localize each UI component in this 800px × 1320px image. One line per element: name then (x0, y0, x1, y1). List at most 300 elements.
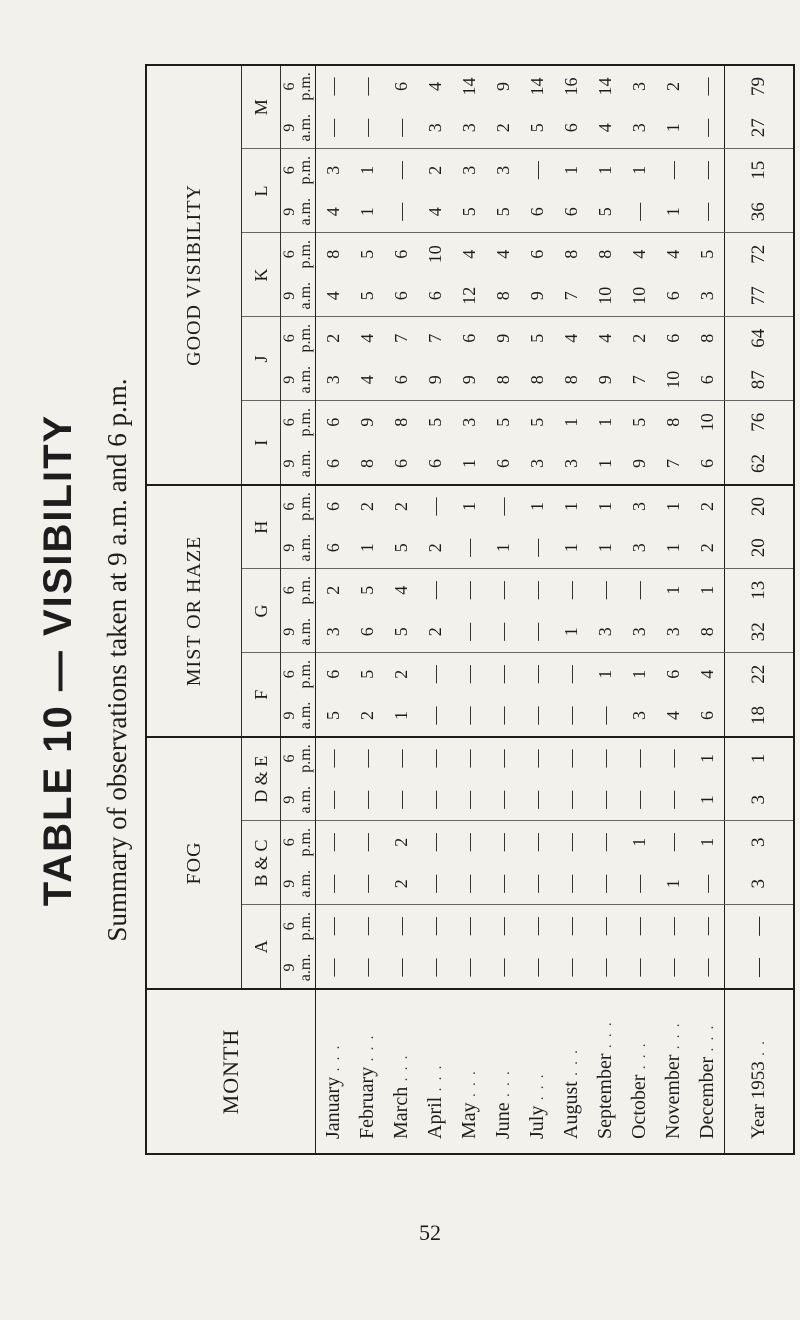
data-cell: — (424, 665, 445, 684)
time-pm-header (281, 317, 316, 359)
data-cell: — (560, 833, 581, 852)
data-cell: — (458, 833, 479, 852)
year-total-cell: 62 (725, 443, 795, 485)
data-cell: 5 (356, 585, 377, 595)
data-cell: — (656, 779, 690, 821)
table-header (146, 65, 316, 1154)
data-cell: — (526, 161, 547, 180)
subgroup-header: L (242, 149, 281, 233)
data-cell: 10 (656, 359, 690, 401)
time-am-header (281, 443, 316, 485)
subgroup-header: A (242, 905, 281, 989)
data-cell: 3 (622, 611, 656, 653)
year-total-cell: 3 (725, 821, 795, 863)
table-row (350, 65, 384, 1154)
data-cell: — (452, 863, 486, 905)
data-cell: — (356, 917, 377, 936)
data-cell: — (594, 749, 615, 768)
data-cell: 4 (588, 107, 622, 149)
year-label-cell (725, 989, 795, 1154)
data-cell: — (492, 833, 513, 852)
time-period: a.m. (297, 785, 314, 814)
data-cell: 3 (520, 443, 554, 485)
data-cell: — (452, 779, 486, 821)
data-cell: 6 (554, 191, 588, 233)
data-cell: — (492, 581, 513, 600)
data-cell: 6 (520, 191, 554, 233)
data-cell: 9 (492, 333, 513, 343)
page-title: TABLE 10 — VISIBILITY (36, 413, 80, 907)
leader-dots: . . . (701, 1023, 717, 1057)
data-cell: — (492, 917, 513, 936)
table-row (316, 65, 351, 1154)
time-period: a.m. (297, 281, 314, 310)
time-hour: 6 (281, 502, 298, 511)
time-period: p.m. (297, 72, 314, 101)
data-cell: 3 (622, 695, 656, 737)
data-cell: 10 (424, 245, 445, 264)
data-cell: 1 (696, 754, 717, 763)
month-label: January (321, 1076, 344, 1139)
leader-dots: . . . (429, 1063, 445, 1097)
data-cell: — (526, 833, 547, 852)
data-cell: 5 (492, 417, 513, 427)
leader-dots: . . . (463, 1069, 479, 1103)
group-header: GOOD VISIBILITY (146, 65, 242, 485)
data-cell: — (458, 665, 479, 684)
table-row (418, 65, 452, 1154)
data-cell: — (492, 497, 513, 516)
data-cell: 3 (316, 611, 351, 653)
data-cell: 2 (662, 81, 683, 91)
year-total-cell: — (725, 947, 795, 989)
data-cell: 2 (322, 333, 343, 343)
table-row (452, 65, 486, 1154)
data-cell: — (696, 917, 717, 936)
time-hour: 6 (281, 334, 298, 343)
data-cell: 1 (696, 585, 717, 595)
time-hour: 6 (281, 418, 298, 427)
leader-dots: . . . (531, 1072, 547, 1106)
month-label-cell (690, 989, 725, 1154)
year-total-cell: 13 (725, 569, 795, 611)
time-hour: 9 (281, 627, 298, 636)
data-cell: 4 (560, 333, 581, 343)
time-period: p.m. (297, 912, 314, 941)
data-cell: 1 (486, 527, 520, 569)
data-cell: 3 (554, 443, 588, 485)
data-cell: 3 (492, 165, 513, 175)
year-total-cell: 22 (725, 653, 795, 695)
data-cell: — (452, 611, 486, 653)
time-pm-header (281, 737, 316, 779)
data-cell: — (526, 917, 547, 936)
data-cell: — (384, 779, 418, 821)
data-cell: — (418, 779, 452, 821)
data-cell: 3 (458, 165, 479, 175)
data-cell: — (520, 779, 554, 821)
data-cell: — (656, 947, 690, 989)
data-cell: 6 (690, 443, 725, 485)
data-cell: 6 (316, 527, 351, 569)
data-cell: 1 (554, 527, 588, 569)
data-cell: 12 (452, 275, 486, 317)
data-cell: 6 (390, 81, 411, 91)
time-pm-header (281, 905, 316, 947)
data-cell: 5 (696, 249, 717, 259)
data-cell: 10 (622, 275, 656, 317)
month-label: October (627, 1074, 650, 1139)
subgroup-header: I (242, 401, 281, 485)
time-hour: 6 (281, 838, 298, 847)
data-cell: — (588, 947, 622, 989)
time-period: p.m. (297, 828, 314, 857)
data-cell: 8 (594, 249, 615, 259)
subgroup-header: K (242, 233, 281, 317)
month-header: MONTH (146, 989, 316, 1154)
year-total-cell: 64 (725, 317, 795, 359)
year-total-cell: 77 (725, 275, 795, 317)
month-label: June (491, 1102, 514, 1139)
data-cell: — (690, 107, 725, 149)
data-cell: 6 (526, 249, 547, 259)
time-hour: 9 (281, 963, 298, 972)
data-cell: 1 (594, 501, 615, 511)
year-total-cell: 72 (725, 233, 795, 275)
leader-dots: . . . (667, 1021, 683, 1055)
data-cell: — (696, 161, 717, 180)
data-cell: 1 (656, 863, 690, 905)
data-cell: 2 (322, 585, 343, 595)
data-cell: 7 (390, 333, 411, 343)
data-cell: — (316, 107, 351, 149)
data-cell: 1 (356, 165, 377, 175)
data-cell: — (390, 749, 411, 768)
data-cell: — (384, 191, 418, 233)
data-cell: 6 (690, 359, 725, 401)
data-cell: 8 (690, 611, 725, 653)
data-cell: — (424, 917, 445, 936)
data-cell: — (418, 695, 452, 737)
data-cell: 8 (486, 359, 520, 401)
time-hour: 6 (281, 754, 298, 763)
data-cell: 9 (492, 81, 513, 91)
data-cell: — (622, 947, 656, 989)
time-am-header (281, 779, 316, 821)
data-cell: 4 (390, 585, 411, 595)
data-cell: 14 (458, 77, 479, 96)
data-cell: 5 (526, 417, 547, 427)
data-cell: 3 (622, 527, 656, 569)
data-cell: — (594, 917, 615, 936)
data-cell: 5 (588, 191, 622, 233)
time-period: p.m. (297, 408, 314, 437)
data-cell: — (486, 695, 520, 737)
data-cell: 2 (486, 107, 520, 149)
leader-dots: . . . (361, 1033, 377, 1067)
data-cell: 6 (690, 695, 725, 737)
time-hour: 9 (281, 711, 298, 720)
time-am-header (281, 107, 316, 149)
table-body (316, 65, 795, 1154)
data-cell: 8 (554, 359, 588, 401)
data-cell: 6 (384, 443, 418, 485)
data-cell: — (588, 863, 622, 905)
month-label-cell (588, 989, 622, 1154)
data-cell: — (526, 665, 547, 684)
data-cell: 6 (486, 443, 520, 485)
data-cell: 1 (628, 165, 649, 175)
page-number: 52 (419, 1220, 441, 1245)
data-cell: — (520, 611, 554, 653)
year-total-cell: 20 (725, 485, 795, 527)
data-cell: — (424, 833, 445, 852)
data-cell: — (384, 947, 418, 989)
table-row (486, 65, 520, 1154)
data-cell: 16 (560, 77, 581, 96)
month-label-cell (622, 989, 656, 1154)
data-cell: — (390, 161, 411, 180)
data-cell: 1 (594, 165, 615, 175)
data-cell: 7 (656, 443, 690, 485)
time-period: a.m. (297, 197, 314, 226)
data-cell: — (486, 779, 520, 821)
month-label-cell (384, 989, 418, 1154)
data-cell: — (662, 749, 683, 768)
leader-dots: . . (753, 1039, 768, 1062)
data-cell: — (356, 749, 377, 768)
data-cell: 1 (690, 779, 725, 821)
year-total-cell: 87 (725, 359, 795, 401)
data-cell: 1 (458, 501, 479, 511)
table-row (520, 65, 554, 1154)
data-cell: — (554, 947, 588, 989)
time-pm-header (281, 569, 316, 611)
time-pm-header (281, 653, 316, 695)
year-total-cell: 79 (725, 65, 795, 107)
time-hour: 6 (281, 250, 298, 259)
data-cell: 8 (390, 417, 411, 427)
year-total-cell: 32 (725, 611, 795, 653)
data-cell: 6 (418, 443, 452, 485)
leader-dots: . . . (633, 1041, 649, 1075)
month-label: March (389, 1086, 412, 1139)
visibility-table (145, 64, 795, 1155)
month-label-cell (452, 989, 486, 1154)
time-period: a.m. (297, 701, 314, 730)
time-hour: 9 (281, 879, 298, 888)
time-period: p.m. (297, 156, 314, 185)
data-cell: 1 (384, 695, 418, 737)
year-total-cell: 3 (725, 863, 795, 905)
data-cell: — (452, 527, 486, 569)
data-cell: — (628, 917, 649, 936)
data-cell: — (492, 665, 513, 684)
data-cell: — (560, 917, 581, 936)
time-pm-header (281, 401, 316, 443)
data-cell: — (526, 749, 547, 768)
table-row (384, 65, 418, 1154)
data-cell: — (424, 581, 445, 600)
data-cell: 6 (350, 611, 384, 653)
data-cell: 1 (560, 501, 581, 511)
time-hour: 9 (281, 291, 298, 300)
time-am-header (281, 359, 316, 401)
data-cell: 1 (656, 107, 690, 149)
subgroup-header: J (242, 317, 281, 401)
year-total-cell: 36 (725, 191, 795, 233)
data-cell: 3 (588, 611, 622, 653)
data-cell: 4 (458, 249, 479, 259)
page-subtitle: Summary of observations taken at 9 a.m. and 6 p.m. (102, 378, 132, 942)
leader-dots: . . . (565, 1048, 581, 1082)
data-cell: 5 (452, 191, 486, 233)
data-cell: — (696, 77, 717, 96)
table-row (690, 65, 725, 1154)
time-pm-header (281, 149, 316, 191)
data-cell: 14 (526, 77, 547, 96)
data-cell: — (554, 695, 588, 737)
data-cell: 2 (628, 333, 649, 343)
data-cell: 7 (554, 275, 588, 317)
data-cell: 5 (316, 695, 351, 737)
data-cell: — (622, 863, 656, 905)
data-cell: 6 (418, 275, 452, 317)
data-cell: 8 (696, 333, 717, 343)
data-cell: 10 (588, 275, 622, 317)
data-cell: 1 (452, 443, 486, 485)
data-cell: — (356, 77, 377, 96)
time-hour: 6 (281, 922, 298, 931)
data-cell: — (418, 863, 452, 905)
data-cell: 3 (628, 81, 649, 91)
data-cell: — (622, 191, 656, 233)
data-cell: — (350, 107, 384, 149)
data-cell: 5 (628, 417, 649, 427)
data-cell: 5 (384, 611, 418, 653)
data-cell: — (588, 779, 622, 821)
data-cell: — (628, 581, 649, 600)
subgroup-header: F (242, 653, 281, 737)
data-cell: 7 (622, 359, 656, 401)
time-period: a.m. (297, 113, 314, 142)
time-period: p.m. (297, 660, 314, 689)
month-label-cell (554, 989, 588, 1154)
data-cell: — (554, 863, 588, 905)
year-total-cell: 3 (725, 779, 795, 821)
data-cell: 1 (560, 417, 581, 427)
time-am-header (281, 863, 316, 905)
time-hour: 9 (281, 375, 298, 384)
data-cell: 6 (322, 417, 343, 427)
data-cell: — (350, 947, 384, 989)
data-cell: — (690, 947, 725, 989)
data-cell: — (662, 833, 683, 852)
time-am-header (281, 275, 316, 317)
month-label: February (355, 1066, 378, 1139)
time-am-header (281, 611, 316, 653)
month-label-cell (656, 989, 690, 1154)
data-cell: 6 (384, 275, 418, 317)
time-period: a.m. (297, 365, 314, 394)
time-hour: 9 (281, 123, 298, 132)
month-label: July (525, 1105, 548, 1139)
data-cell: 2 (350, 695, 384, 737)
data-cell: 2 (696, 501, 717, 511)
data-cell: 6 (662, 333, 683, 343)
data-cell: — (322, 749, 343, 768)
data-cell: 3 (316, 359, 351, 401)
time-am-header (281, 695, 316, 737)
data-cell: 2 (424, 165, 445, 175)
data-cell: 8 (350, 443, 384, 485)
data-cell: 9 (520, 275, 554, 317)
data-cell: — (520, 695, 554, 737)
data-cell: — (322, 833, 343, 852)
data-cell: — (390, 917, 411, 936)
data-cell: — (560, 581, 581, 600)
month-label-cell (350, 989, 384, 1154)
group-header: MIST OR HAZE (146, 485, 242, 737)
data-cell: — (458, 749, 479, 768)
time-period: p.m. (297, 576, 314, 605)
data-cell: 4 (316, 275, 351, 317)
time-hour: 6 (281, 670, 298, 679)
data-cell: 5 (356, 249, 377, 259)
data-cell: — (662, 161, 683, 180)
data-cell: 1 (560, 165, 581, 175)
data-cell: 1 (350, 527, 384, 569)
data-cell: 1 (350, 191, 384, 233)
time-hour: 9 (281, 543, 298, 552)
data-cell: 6 (458, 333, 479, 343)
data-cell: 8 (486, 275, 520, 317)
leader-dots: . . . (327, 1043, 343, 1077)
data-cell: 6 (390, 249, 411, 259)
month-label: September (593, 1053, 616, 1139)
time-period: a.m. (297, 869, 314, 898)
data-cell: 6 (554, 107, 588, 149)
data-cell: 4 (628, 249, 649, 259)
data-cell: 5 (350, 275, 384, 317)
data-cell: — (486, 611, 520, 653)
data-cell: 4 (356, 333, 377, 343)
data-cell: 10 (696, 413, 717, 432)
time-pm-header (281, 485, 316, 527)
data-cell: 9 (418, 359, 452, 401)
data-cell: 2 (690, 527, 725, 569)
data-cell: 2 (390, 837, 411, 847)
data-cell: 5 (486, 191, 520, 233)
year-total-cell: 20 (725, 527, 795, 569)
time-period: p.m. (297, 744, 314, 773)
data-cell: 9 (622, 443, 656, 485)
data-cell: 3 (418, 107, 452, 149)
data-cell: — (622, 779, 656, 821)
data-cell: 4 (662, 249, 683, 259)
time-period: a.m. (297, 953, 314, 982)
month-label: December (695, 1056, 718, 1139)
data-cell: 4 (418, 191, 452, 233)
data-cell: — (452, 947, 486, 989)
data-cell: — (690, 863, 725, 905)
data-cell: — (588, 695, 622, 737)
data-cell: 1 (628, 837, 649, 847)
subgroup-header: H (242, 485, 281, 569)
data-cell: — (350, 779, 384, 821)
data-cell: 2 (356, 501, 377, 511)
year-total-cell: 18 (725, 695, 795, 737)
